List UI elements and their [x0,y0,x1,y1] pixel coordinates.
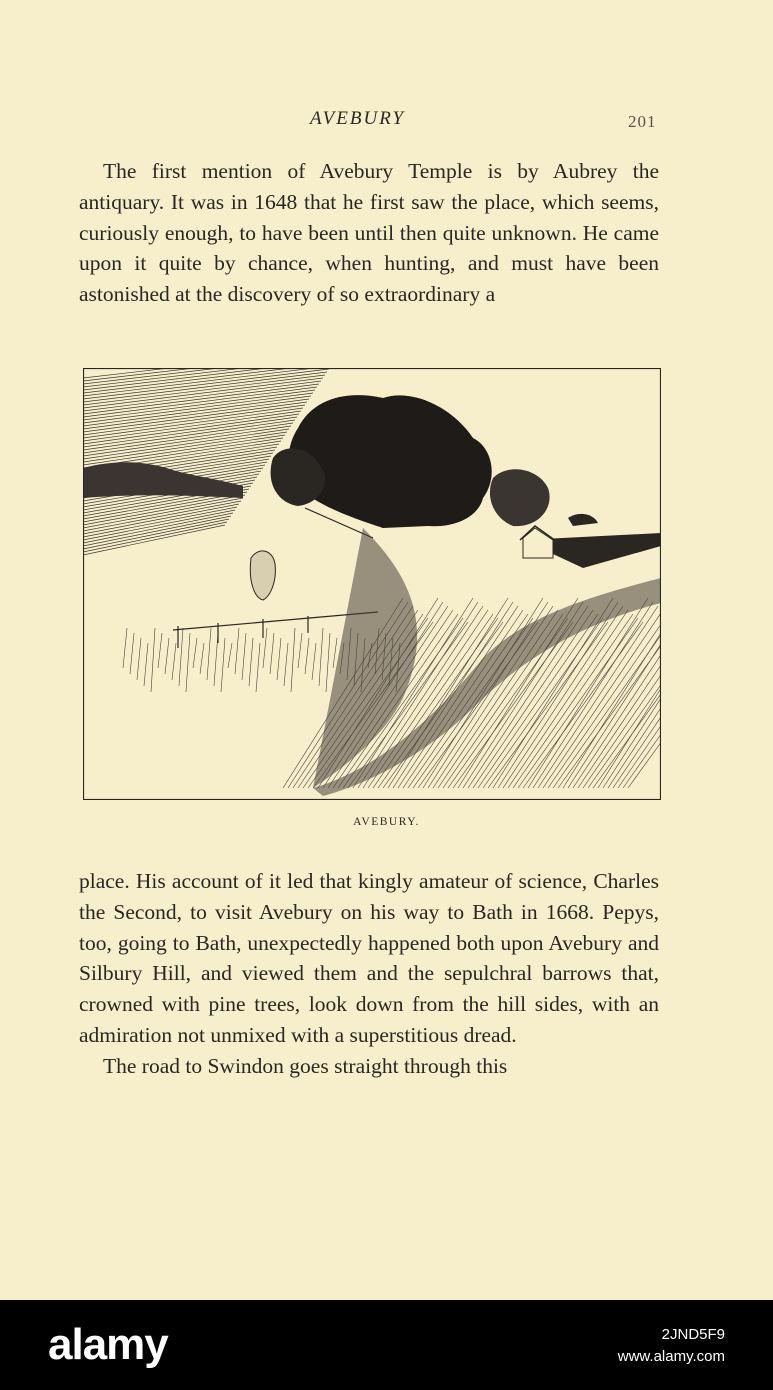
image-id: 2JND5F9 [661,1326,725,1343]
avebury-illustration [83,368,661,800]
landscape-engraving [83,368,661,800]
site-url: www.alamy.com [617,1348,725,1365]
running-head [0,108,773,136]
body-text-bottom [79,866,659,1082]
alamy-logo: alamy [48,1320,168,1369]
body-text-top [79,156,659,310]
paragraph: place. His account of it led that kingly amateur of science, Charles the Second, to visit Avebury on his way to Bath in 1668. Pepys, too, going to Bath, unexpectedly happened both upon Avebury and Silbury Hill, and viewed them and the sepulchral barrows that, crowned with pine trees, look down from the hill sides, with an admiration not unmixed with a superstitious dread. [79,869,659,1047]
paragraph: The first mention of Avebury Temple is by Aubrey the antiquary. It was in 1648 that he first saw the place, which seems, curiously enough, to have been until then quite unknown. He came upon it quite by chance, when hunting, and must have been astonished at the discovery of so extraordinary a [79,159,659,307]
figure-caption: AVEBURY. [353,816,420,828]
image-id-block [618,1324,725,1368]
watermark-footer [0,1300,773,1390]
paragraph: The road to Swindon goes straight through this [103,1053,508,1078]
page-number: 201 [628,112,657,131]
running-title: AVEBURY [310,108,406,129]
